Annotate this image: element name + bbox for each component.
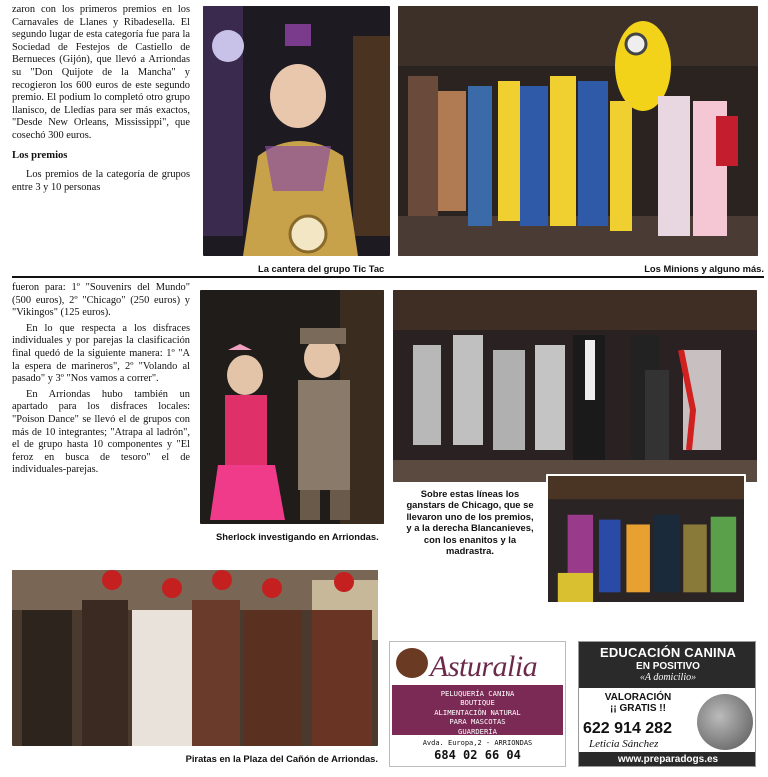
photo-sherlock: [200, 290, 384, 524]
photo-piratas: [12, 570, 378, 746]
ad-edu-subtitle: EN POSITIVO: [636, 661, 700, 672]
photo-chicago: [393, 290, 757, 482]
ad-asturalia-phone: 684 02 66 04: [434, 748, 521, 762]
article-paragraph: zaron con los primeros premios en los Carnavales de Llanes y Ribadesella. El segundo lugar de esta categoría fue para la Sociedad de Festejos de Castiello de Bernueces (Gijón), que llevó a Arriondas su "Don Quijote de la Mancha" y recogieron los 600 euros de este segundo premio. El podium lo completó otro grupo llanisco, de Lledías para ser más exactos, "Desde New Orleans, Mississippi", que cosechó 300 euros.: [12, 4, 190, 141]
dog-photo-icon: [697, 694, 753, 750]
caption-piratas: Piratas en la Plaza del Cañón de Arriondas.: [185, 753, 378, 764]
ad-edu-header: [579, 642, 756, 688]
service-line: BOUTIQUE: [460, 698, 495, 708]
caption-line: madrastra.: [446, 545, 494, 557]
article-paragraph: fueron para: 1º "Souvenirs del Mundo" (500 euros), 2º "Chicago" (250 euros) y "Vikingos" (125 euros).: [12, 282, 190, 319]
article-column-bottom: [12, 282, 190, 480]
ad-asturalia-brand: Asturalia: [430, 650, 538, 683]
ad-asturalia-address: Avda. Europa,2 - ARRIONDAS: [422, 739, 533, 747]
service-line: PELUQUERÍA CANINA: [440, 689, 515, 698]
caption-line: con los enanitos y la: [423, 533, 517, 545]
ad-edu-offer: [583, 692, 693, 714]
offer-line: VALORACIÓN: [604, 692, 672, 703]
service-line: GUARDERÍA: [458, 726, 497, 736]
caption-line: Sobre estas líneas los: [420, 488, 520, 499]
article-column-top: [12, 4, 190, 197]
ad-edu-phone: 622 914 282: [583, 720, 672, 737]
caption-line: y a la derecha Blancanieves,: [406, 522, 534, 534]
caption-line: ganstars de Chicago, que se: [406, 499, 534, 511]
article-paragraph: En Arriondas hubo también un apartado para los disfraces locales: "Poison Dance" se llevó el de grupos con más de 10 integrantes; "Atrapa al ladrón", el de grupo hasta 10 componentes y "El feroz en busca de tesoro" el de individuales-parejas.: [12, 388, 190, 476]
caption-chicago: [397, 488, 543, 556]
ad-asturalia[interactable]: [389, 641, 566, 767]
ad-edu-title: EDUCACIÓN CANINA: [599, 645, 737, 660]
article-paragraph: Los premios de la categoría de grupos entre 3 y 10 personas: [12, 169, 190, 193]
ad-edu-website[interactable]: www.preparadogs.es: [579, 752, 756, 767]
photo-blancanieves: [546, 474, 746, 604]
caption-tictac: La cantera del grupo Tic Tac: [258, 263, 385, 274]
dog-icon: [396, 648, 428, 678]
photo-minions: [398, 6, 758, 256]
service-line: ALIMENTACIÓN NATURAL: [434, 707, 521, 717]
caption-sherlock: Sherlock investigando en Arriondas.: [216, 531, 379, 542]
article-paragraph: En lo que respecta a los disfraces individuales y por parejas la clasificación final quedó de la siguiente manera: 1º "A la espera de marineros", 2º "Volando al pasado" y 3º "Nos vamos a correr".: [12, 322, 190, 385]
ad-edu-name: Leticia Sánchez: [589, 738, 659, 750]
caption-line: llevaron uno de los premios,: [406, 510, 534, 522]
ad-edu-tagline: «A domicilio»: [639, 672, 697, 683]
ad-educacion-canina[interactable]: [578, 641, 756, 767]
section-heading: Los premios: [12, 149, 68, 161]
divider-rule: [12, 276, 764, 278]
ad-asturalia-services: [392, 685, 563, 735]
service-line: PARA MASCOTAS: [449, 717, 506, 727]
photo-tictac: [203, 6, 390, 256]
offer-line: ¡¡ GRATIS !!: [610, 703, 666, 714]
caption-minions: Los Minions y alguno más.: [644, 263, 764, 274]
